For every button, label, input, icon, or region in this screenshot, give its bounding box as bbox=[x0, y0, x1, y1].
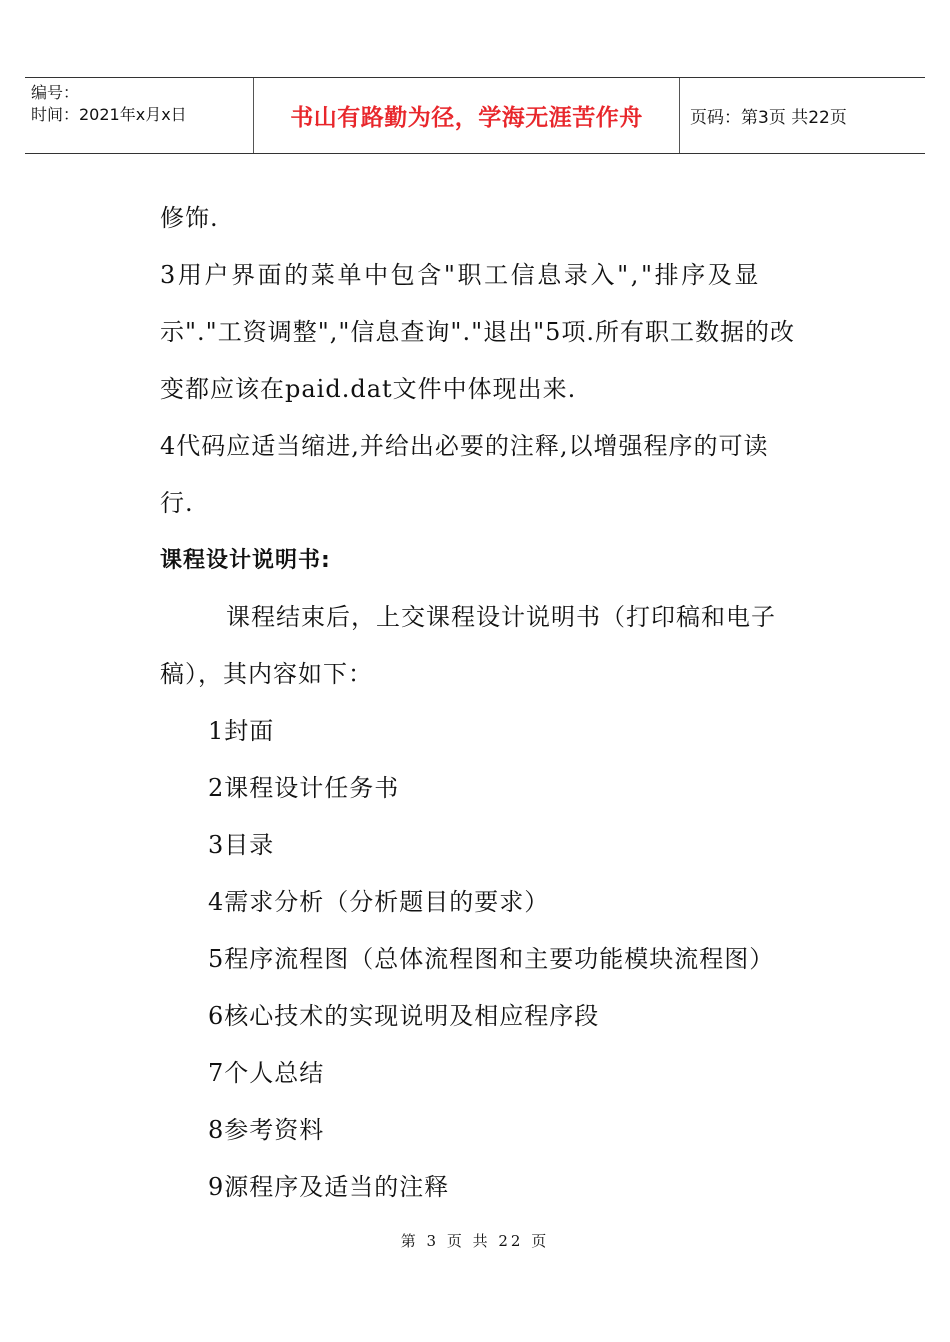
paragraph-line: 3用户界面的菜单中包含"职工信息录入","排序及显 bbox=[160, 261, 762, 289]
section-heading: 课程设计说明书: bbox=[160, 548, 331, 573]
time-label: 时间：2021年x月x日 bbox=[31, 105, 187, 124]
intro-line: 课程结束后，上交课程设计说明书（打印稿和电子 bbox=[226, 603, 776, 631]
page-footer: 第 3 页 共 22 页 bbox=[400, 1232, 550, 1250]
list-item: 6核心技术的实现说明及相应程序段 bbox=[208, 1002, 600, 1030]
list-item: 3目录 bbox=[208, 831, 275, 859]
document-header bbox=[25, 77, 925, 154]
paragraph-line: 4代码应适当缩进,并给出必要的注释,以增强程序的可读 bbox=[160, 432, 769, 460]
list-item: 5程序流程图（总体流程图和主要功能模块流程图） bbox=[208, 945, 775, 973]
list-item: 2课程设计任务书 bbox=[208, 774, 400, 802]
motto-text: 书山有路勤为径，学海无涯苦作舟 bbox=[290, 105, 643, 131]
paragraph-line: 示"."工资调整","信息查询"."退出"5项.所有职工数据的改 bbox=[160, 318, 796, 346]
header-motto-cell bbox=[254, 78, 680, 153]
header-meta bbox=[25, 78, 254, 153]
paragraph-line: 修饰. bbox=[160, 204, 219, 232]
list-item: 7个人总结 bbox=[208, 1059, 325, 1087]
list-item: 4需求分析（分析题目的要求） bbox=[208, 888, 550, 916]
serial-label: 编号： bbox=[31, 83, 80, 102]
page-info: 页码：第3页 共22页 bbox=[690, 108, 847, 128]
list-item: 9源程序及适当的注释 bbox=[208, 1173, 450, 1201]
document-body bbox=[160, 190, 800, 1216]
paragraph-line: 行. bbox=[160, 489, 194, 517]
paragraph-line: 变都应该在paid.dat文件中体现出来. bbox=[160, 375, 577, 403]
header-page-cell bbox=[680, 78, 925, 153]
list-item: 8参考资料 bbox=[208, 1116, 325, 1144]
intro-line: 稿），其内容如下： bbox=[160, 660, 373, 688]
list-item: 1封面 bbox=[208, 717, 275, 745]
